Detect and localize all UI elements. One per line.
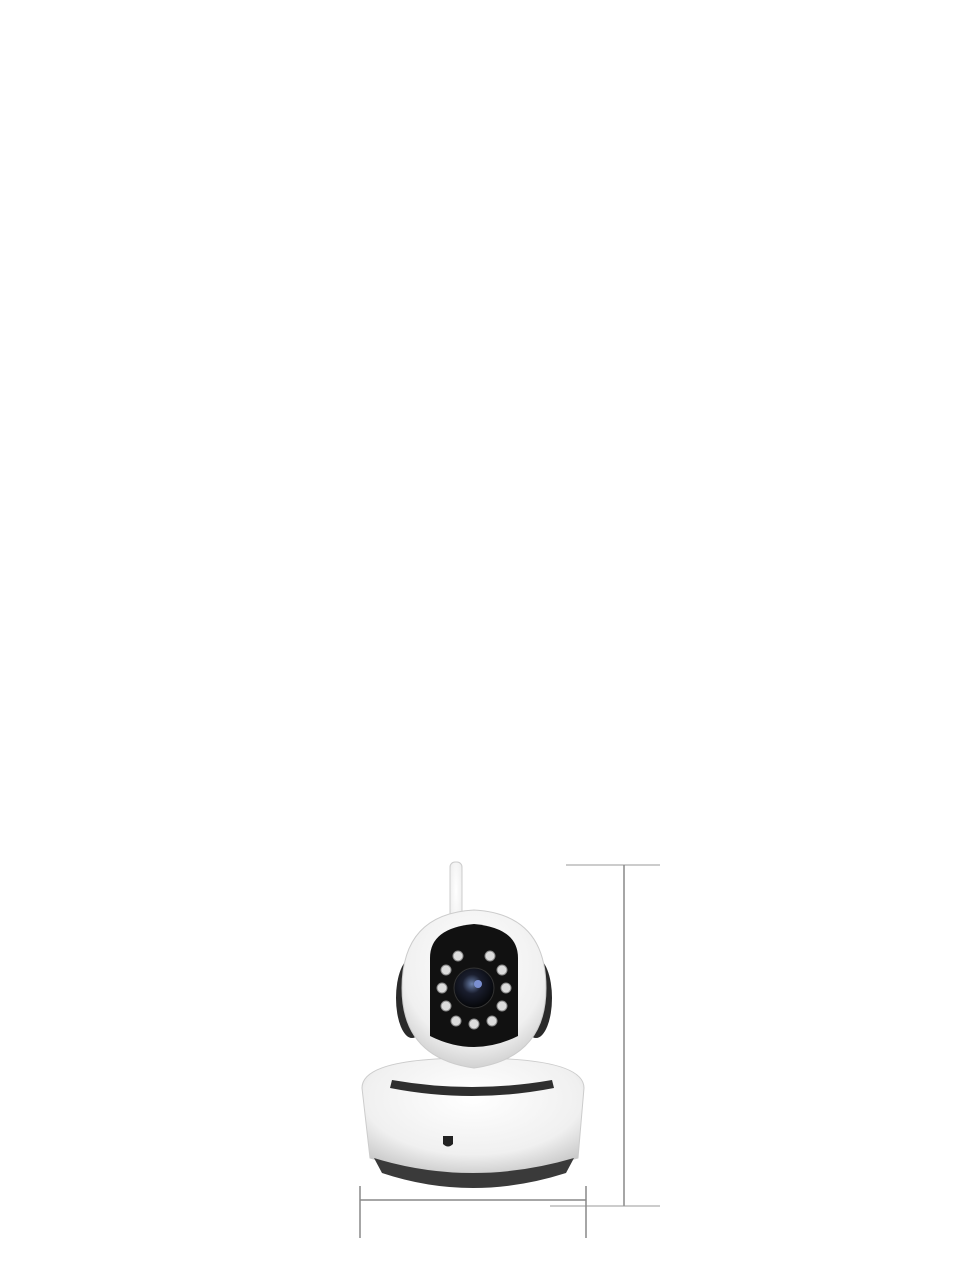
camera-photo xyxy=(340,858,780,1258)
